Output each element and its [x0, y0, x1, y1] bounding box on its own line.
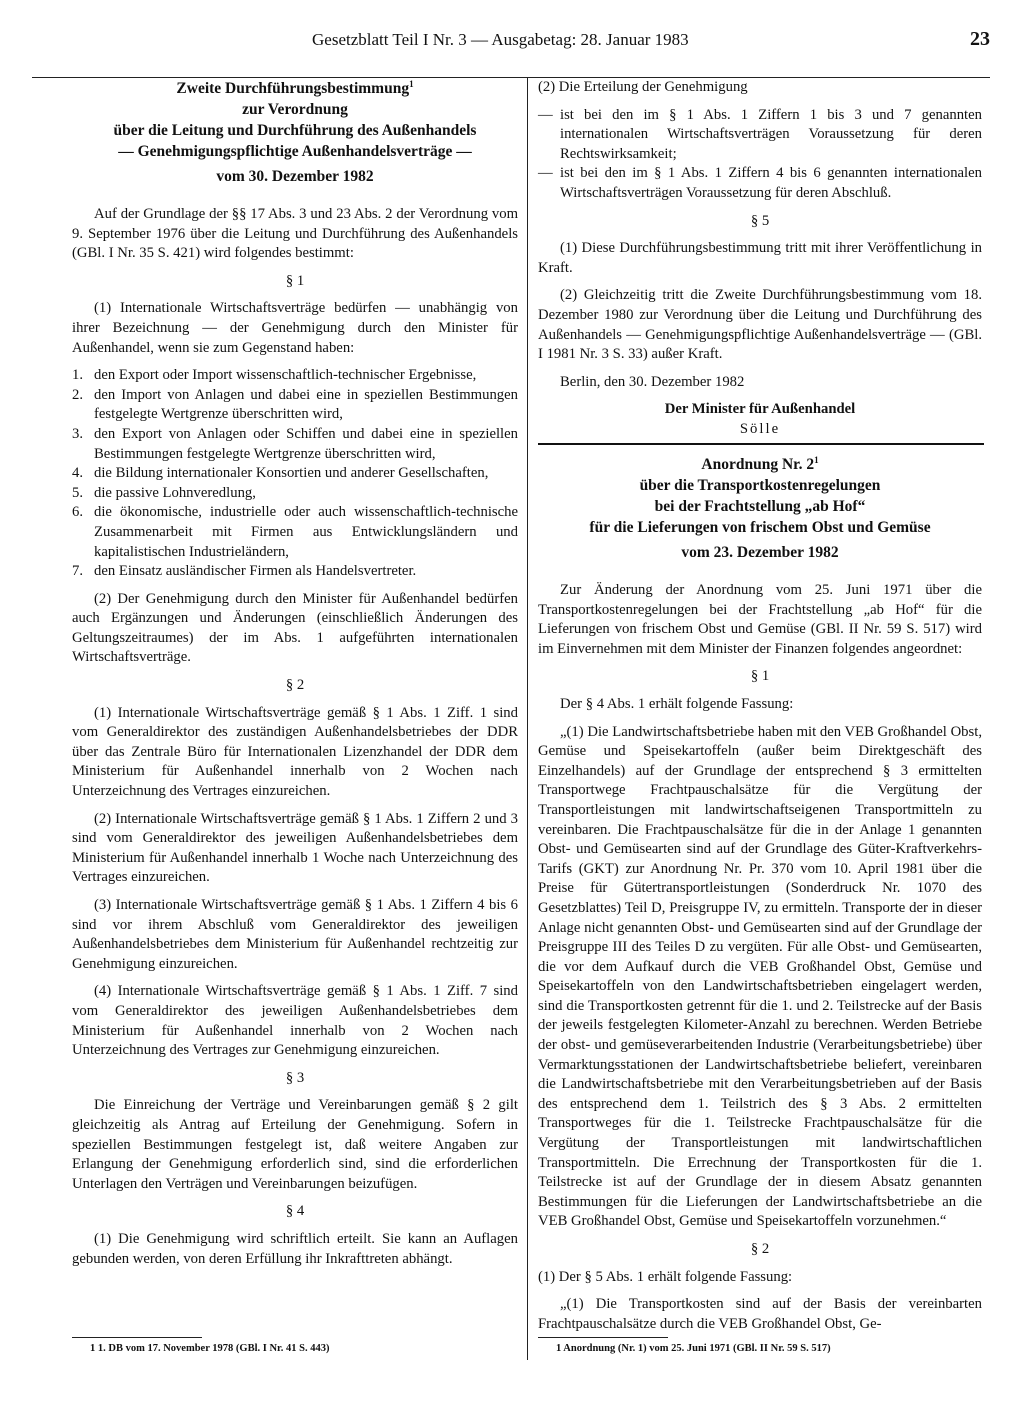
list-text: den Export von Anlagen oder Schiffen und dabei eine in speziellen Bestimmungen festgelegte Wertgrenze überschritten wird, [94, 425, 518, 462]
list-item [72, 464, 518, 484]
right-column [538, 78, 982, 440]
paragraph: (1) Diese Durchführungsbestimmung tritt mit ihrer Veröffentlichung in Kraft. [538, 240, 982, 276]
list-item [538, 106, 982, 165]
paragraph: Die Einreichung der Verträge und Vereinbarungen gemäß § 2 gilt gleichzeitig als Antrag auf Erteilung der Genehmigung. Sofern in speziellen Bestimmungen festgelegt ist, daß weitere Angaben zur Erlangung der Genehmigung erforderlich sind, sind die erforderlichen Unterlagen den Verträgen und Vereinbarungen beizufügen. [72, 1097, 518, 1192]
header-title: Gesetzblatt Teil I Nr. 3 — Ausgabetag: 28. Januar 1983 [312, 30, 689, 49]
footnote: 1 1. DB vom 17. November 1978 (GBl. I Nr. 41 S. 443) [90, 1343, 330, 1354]
quoted-paragraph: „(1) Die Transportkosten sind auf der Basis der vereinbarten Frachtpauschalsätze durch die VEB Großhandel Obst, Ge- [538, 1296, 982, 1332]
section-heading: § 3 [285, 1069, 305, 1086]
page-number: 23 [970, 28, 990, 50]
section-heading: § 2 [285, 677, 305, 694]
list-number: 4. [72, 465, 84, 482]
title-line: über die Leitung und Durchführung des Außenhandels [113, 122, 477, 139]
list-item [72, 562, 518, 582]
order-date: vom 23. Dezember 1982 [681, 544, 839, 561]
paragraph: (3) Internationale Wirtschaftsverträge gemäß § 1 Abs. 1 Ziffern 4 bis 6 sind vor ihrem Abschluß vom Generaldirektor des jeweiligen Außenhandelsbetriebes dem Ministerium für Außenhandel rechtzeitig zur Genehmigung einzureichen. [72, 897, 518, 972]
intro-paragraph: Zur Änderung der Anordnung vom 25. Juni 1971 über die Transportkostenregelungen bei der Frachtstellung „ab Hof“ für die Lieferungen von frischem Obst und Gemüse (GBl. II Nr. 59 S. 517) wird im Einvernehmen mit dem Minister der Finanzen folgendes angeordnet: [538, 582, 982, 657]
footnote-rule [538, 1337, 668, 1338]
title-line: für die Lieferungen von frischem Obst und Gemüse [589, 519, 931, 536]
list-number: 5. [72, 484, 84, 501]
list-number: 7. [72, 563, 84, 580]
section-heading: § 5 [750, 212, 770, 229]
paragraph: (1) Internationale Wirtschaftsverträge gemäß § 1 Abs. 1 Ziff. 1 sind vom Generaldirektor des zuständigen Außenhandelsbetriebes der DDR über das Zentrale Büro für Internationalen Lizenzhandel der DDR dem Ministerium für Außenhandel innerhalb von 2 Wochen nach Unterzeichnung des Vertrages einzureichen. [72, 704, 518, 800]
decree-title [72, 78, 518, 187]
title-footnote-mark: 1 [814, 454, 819, 465]
list-text: die ökonomische, industrielle oder auch wissenschaftlich-technische Zusammenarbeit mit Firmen aus Entwicklungsländern und kapitalistischen Industrieländern, [94, 504, 518, 560]
section-rule [538, 443, 984, 445]
page-header [40, 30, 990, 58]
numbered-list [72, 366, 518, 582]
section-heading: § 2 [750, 1241, 770, 1257]
list-item [72, 484, 518, 504]
paragraph: (2) Der Genehmigung durch den Minister für Außenhandel bedürfen auch Ergänzungen und Änderungen (einschließlich Änderungen des Geltungszeitraumes) der im Abs. 1 aufgeführten internationalen Wirtschaftsverträge. [72, 590, 518, 666]
list-number: 1. [72, 367, 84, 384]
list-dash: — [538, 106, 553, 123]
list-item [72, 503, 518, 562]
section-heading: § 1 [285, 272, 305, 289]
signer-title: Der Minister für Außenhandel [664, 401, 856, 418]
section-heading: § 1 [750, 668, 770, 685]
signer-name: Sölle [739, 420, 781, 437]
quoted-paragraph: „(1) Die Landwirtschaftsbetriebe haben mit den VEB Großhandel Obst, Gemüse und Speisekartoffeln (außer beim Direktgeschäft des Einzelhandels) auf der Grundlage der entsprechend § 3 ermittelten Transportwege Frachtpauschalsätze für die Vergütung der Transportleistungen mit landwirtschaftseigenen Transportmitteln zu vereinbaren. Die Frachtpauschalsätze für die in der Anlage 1 genannten Obst- und Gemüsearten sind auf der Grundlage des Güter-Kraftverkehrs-Tarifs (GKT) zur Anordnung Nr. Pr. 370 vom 10. April 1981 über die Preise für Gütertransportleistungen (Sonderdruck Nr. 1070 des Gesetzblattes) Teil D, Preisgruppe IV, zu ermitteln. Transporte der in dieser Anlage nicht genannten Obst- und Gemüsearten sind auf der Grundlage der Preisgruppe III des Teiles D zu vergüten. Für alle Obst- und Gemüsearten, die vor dem Aufkauf durch die VEB Großhandel Obst, Gemüse und Speisekartoffeln von den Landwirtschaftsbetrieben eingelagert werden, sind die Transportkosten getrennt für die 1. und 2. Teilstrecke auf der Basis der jeweils festgelegten Kilometer-Anzahl zu berechnen. Werden Betriebe der obst- und gemüseverarbeitenden Industrie (Verarbeitungsbetriebe) über Vermarktungsstationen der Landwirtschaftsbetriebe beliefert, vereinbaren die Landwirtschaftsbetriebe mit den Verarbeitungsbetrieben auf der Basis des entsprechend dem 1. Teilstrich des § 3 Abs. 2 ermittelten Transportweges für die 1. Teilstrecke Frachtpauschalsätze für die Vergütung der Transportleistungen mit landwirtschaftlichen Transportmitteln. Die Errechnung der Transportkosten für die 1. Teilstrecke ist auf der Grundlage der in diesem Absatz genannten Bestimmungen für die Lieferungen der Landwirtschaftsbetriebe an die VEB Großhandel Obst, Gemüse und Speisekartoffeln vorzunehmen.“ [538, 723, 982, 1230]
title-line: bei der Frachtstellung „ab Hof“ [654, 498, 866, 515]
footnote-rule [72, 1337, 202, 1338]
title-line: Anordnung Nr. 2 [701, 456, 815, 473]
list-text: den Einsatz ausländischer Firmen als Handelsvertreter. [94, 563, 417, 580]
column-divider [527, 78, 528, 1360]
list-item [538, 164, 982, 203]
intro-paragraph: Auf der Grundlage der §§ 17 Abs. 3 und 23 Abs. 2 der Verordnung vom 9. September 1976 über die Leitung und Durchführung des Außenhandels (GBl. I Nr. 35 S. 421) wird folgendes bestimmt: [72, 206, 518, 262]
decree-date: vom 30. Dezember 1982 [216, 168, 374, 185]
paragraph: (2) Die Erteilung der Genehmigung [538, 79, 748, 95]
list-item [72, 425, 518, 464]
title-line: Zweite Durchführungsbestimmung [176, 80, 410, 97]
paragraph: (1) Die Genehmigung wird schriftlich erteilt. Sie kann an Auflagen gebunden werden, von deren Erfüllung ihr Inkrafttreten abhängt. [72, 1230, 518, 1267]
list-item [72, 366, 518, 386]
title-footnote-mark: 1 [409, 78, 414, 89]
order-title [538, 454, 982, 563]
list-text: ist bei den im § 1 Abs. 1 Ziffern 1 bis 3 und 7 genannten internationalen Wirtschaftsverträgen Voraussetzung für deren Rechtswirksamkeit; [560, 106, 982, 162]
title-line: über die Transportkostenregelungen [639, 477, 881, 494]
paragraph: (1) Internationale Wirtschaftsverträge bedürfen — unabhängig von ihrer Bezeichnung — der Genehmigung durch den Minister für Außenhandel, wenn sie zum Gegenstand haben: [72, 300, 518, 356]
section-heading: § 4 [285, 1203, 305, 1220]
list-text: den Export oder Import wissenschaftlich-technischer Ergebnisse, [94, 367, 477, 384]
title-line: — Genehmigungspflichtige Außenhandelsverträge — [118, 143, 472, 160]
list-dash: — [538, 165, 553, 182]
title-line: zur Verordnung [242, 101, 348, 118]
list-item [72, 386, 518, 425]
list-number: 3. [72, 425, 84, 442]
paragraph: Der § 4 Abs. 1 erhält folgende Fassung: [560, 695, 794, 712]
paragraph: (2) Gleichzeitig tritt die Zweite Durchführungsbestimmung vom 18. Dezember 1980 zur Verordnung über die Leitung und Durchführung des Außenhandels — Genehmigungspflichtige Außenhandelsverträge — (GBl. I 1981 Nr. 3 S. 33) außer Kraft. [538, 287, 982, 363]
left-column [72, 78, 518, 1277]
list-text: die Bildung internationaler Konsortien und anderer Gesellschaften, [94, 465, 489, 482]
right-column-lower [538, 454, 982, 1342]
paragraph: (4) Internationale Wirtschaftsverträge gemäß § 1 Abs. 1 Ziff. 7 sind vom Generaldirektor des jeweiligen Außenhandelsbetriebes dem Ministerium für Außenhandel innerhalb von 2 Wochen nach Unterzeichnung des Vertrages zur Genehmigung einzureichen. [72, 983, 518, 1059]
dash-list [538, 106, 982, 204]
place-date: Berlin, den 30. Dezember 1982 [560, 373, 745, 390]
list-number: 2. [72, 386, 84, 403]
paragraph: (2) Internationale Wirtschaftsverträge gemäß § 1 Abs. 1 Ziffern 2 und 3 sind vom Generaldirektor des jeweiligen Außenhandelsbetriebes dem Ministerium für Außenhandel innerhalb 1 Woche nach Unterzeichnung des Vertrages einzureichen. [72, 810, 518, 886]
list-number: 6. [72, 504, 84, 521]
paragraph: (1) Der § 5 Abs. 1 erhält folgende Fassung: [538, 1268, 793, 1285]
footnote: 1 Anordnung (Nr. 1) vom 25. Juni 1971 (GBl. II Nr. 59 S. 517) [556, 1343, 831, 1354]
list-text: ist bei den im § 1 Abs. 1 Ziffern 4 bis 6 genannten internationalen Wirtschaftsverträgen Voraussetzung für deren Abschluß. [560, 165, 982, 201]
list-text: die passive Lohnveredlung, [94, 484, 256, 501]
list-text: den Import von Anlagen und dabei eine in speziellen Bestimmungen festgelegte Wertgrenze überschritten wird, [94, 386, 518, 423]
